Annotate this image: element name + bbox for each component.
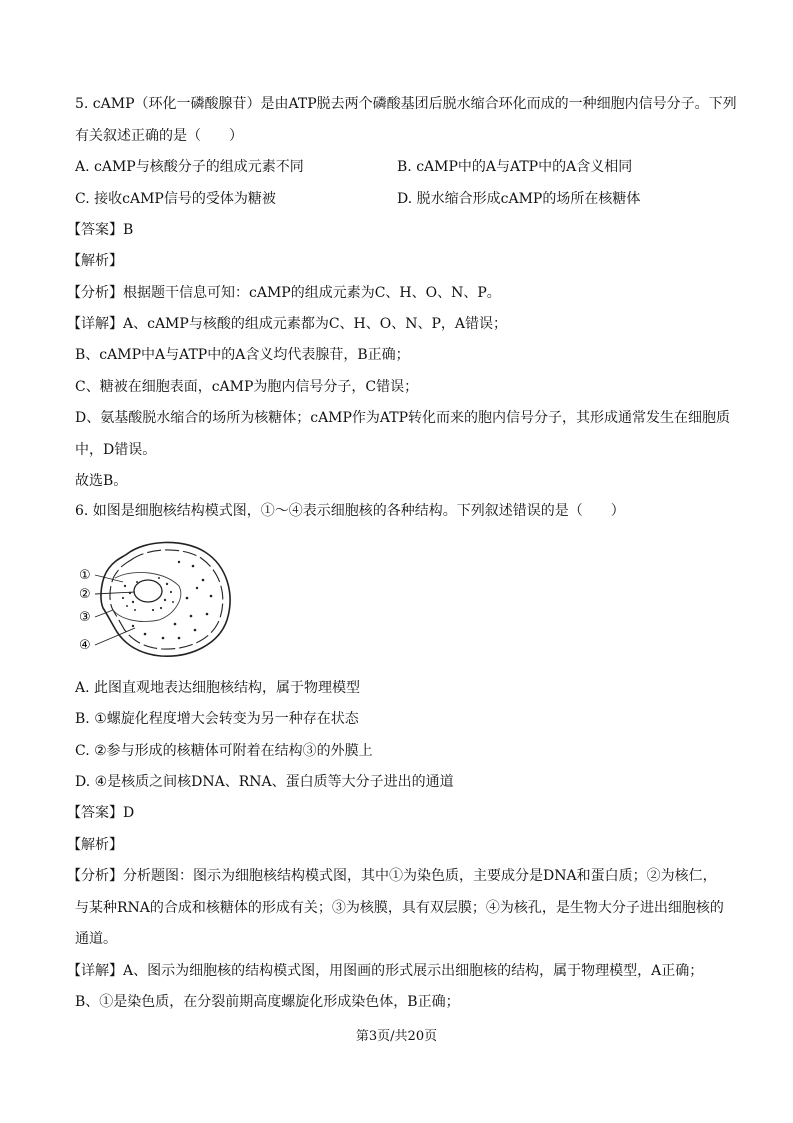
- q5-option-a: A. cAMP与核酸分子的组成元素不同: [75, 159, 304, 175]
- q6-detail-b: B、①是染色质，在分裂前期高度螺旋化形成染色体，B正确；: [75, 994, 460, 1010]
- q6-option-b: B. ①螺旋化程度增大会转变为另一种存在状态: [75, 711, 359, 727]
- q6-stem: 6. 如图是细胞核结构模式图，①～④表示细胞核的各种结构。下列叙述错误的是（ ）: [75, 503, 625, 519]
- q5-detail-c: C、糖被在细胞表面，cAMP为胞内信号分子，C错误；: [75, 379, 419, 395]
- figure-label-3: ③: [79, 610, 91, 625]
- q5-answer: 【答案】B: [67, 222, 134, 238]
- q6-analysis-title: 【解析】: [67, 837, 123, 853]
- q5-stem-line2: 有关叙述正确的是（ ）: [75, 128, 243, 144]
- q5-detail-a: 【详解】A、cAMP与核酸的组成元素都为C、H、O、N、P，A错误；: [67, 316, 507, 332]
- q5-analysis-title: 【解析】: [67, 253, 123, 269]
- q6-option-a: A. 此图直观地表达细胞核结构，属于物理模型: [75, 680, 361, 696]
- q6-analysis-line2: 与某种RNA的合成和核糖体的形成有关；③为核膜，具有双层膜；④为核孔，是生物大分子进出细胞核的: [75, 900, 724, 916]
- q6-detail-a: 【详解】A、图示为细胞核的结构模式图，用图画的形式展示出细胞核的结构，属于物理模型，A正确；: [67, 963, 704, 979]
- q5-conclusion: 故选B。: [75, 473, 128, 489]
- q6-answer: 【答案】D: [67, 805, 135, 821]
- q5-analysis: 【分析】根据题干信息可知：cAMP的组成元素为C、H、O、N、P。: [67, 285, 501, 301]
- q5-option-c: C. 接收cAMP信号的受体为糖被: [75, 191, 276, 207]
- figure-label-2: ②: [79, 587, 91, 602]
- q6-option-d: D. ④是核质之间核DNA、RNA、蛋白质等大分子进出的通道: [75, 774, 454, 790]
- page-footer: 第3页/共20页: [355, 1029, 438, 1044]
- q5-detail-d-line2: 中，D错误。: [75, 442, 157, 458]
- q5-detail-d-line1: D、氨基酸脱水缩合的场所为核糖体；cAMP作为ATP转化而来的胞内信号分子，其形成通常发生在细胞质: [75, 410, 731, 426]
- figure-label-1: ①: [79, 568, 91, 583]
- q5-detail-b: B、cAMP中A与ATP中的A含义均代表腺苷，B正确；: [75, 347, 410, 363]
- nuclear-envelope-inner: [110, 550, 223, 649]
- figure-label-4: ④: [79, 638, 91, 653]
- nucleolus: [134, 580, 162, 602]
- q5-stem-line1: 5. cAMP（环化一磷酸腺苷）是由ATP脱去两个磷酸基团后脱水缩合环化而成的一种细胞内信号分子。下列: [75, 96, 737, 112]
- q6-analysis-line3: 通道。: [75, 931, 117, 947]
- cell-nucleus-figure: [75, 538, 237, 660]
- q5-option-b: B. cAMP中的A与ATP中的A含义相同: [397, 159, 633, 175]
- q5-option-d: D. 脱水缩合形成cAMP的场所在核糖体: [397, 191, 641, 207]
- q6-option-c: C. ②参与形成的核糖体可附着在结构③的外膜上: [75, 743, 373, 759]
- q6-analysis-line1: 【分析】分析题图：图示为细胞核结构模式图，其中①为染色质，主要成分是DNA和蛋白质；②为核仁，: [67, 868, 717, 884]
